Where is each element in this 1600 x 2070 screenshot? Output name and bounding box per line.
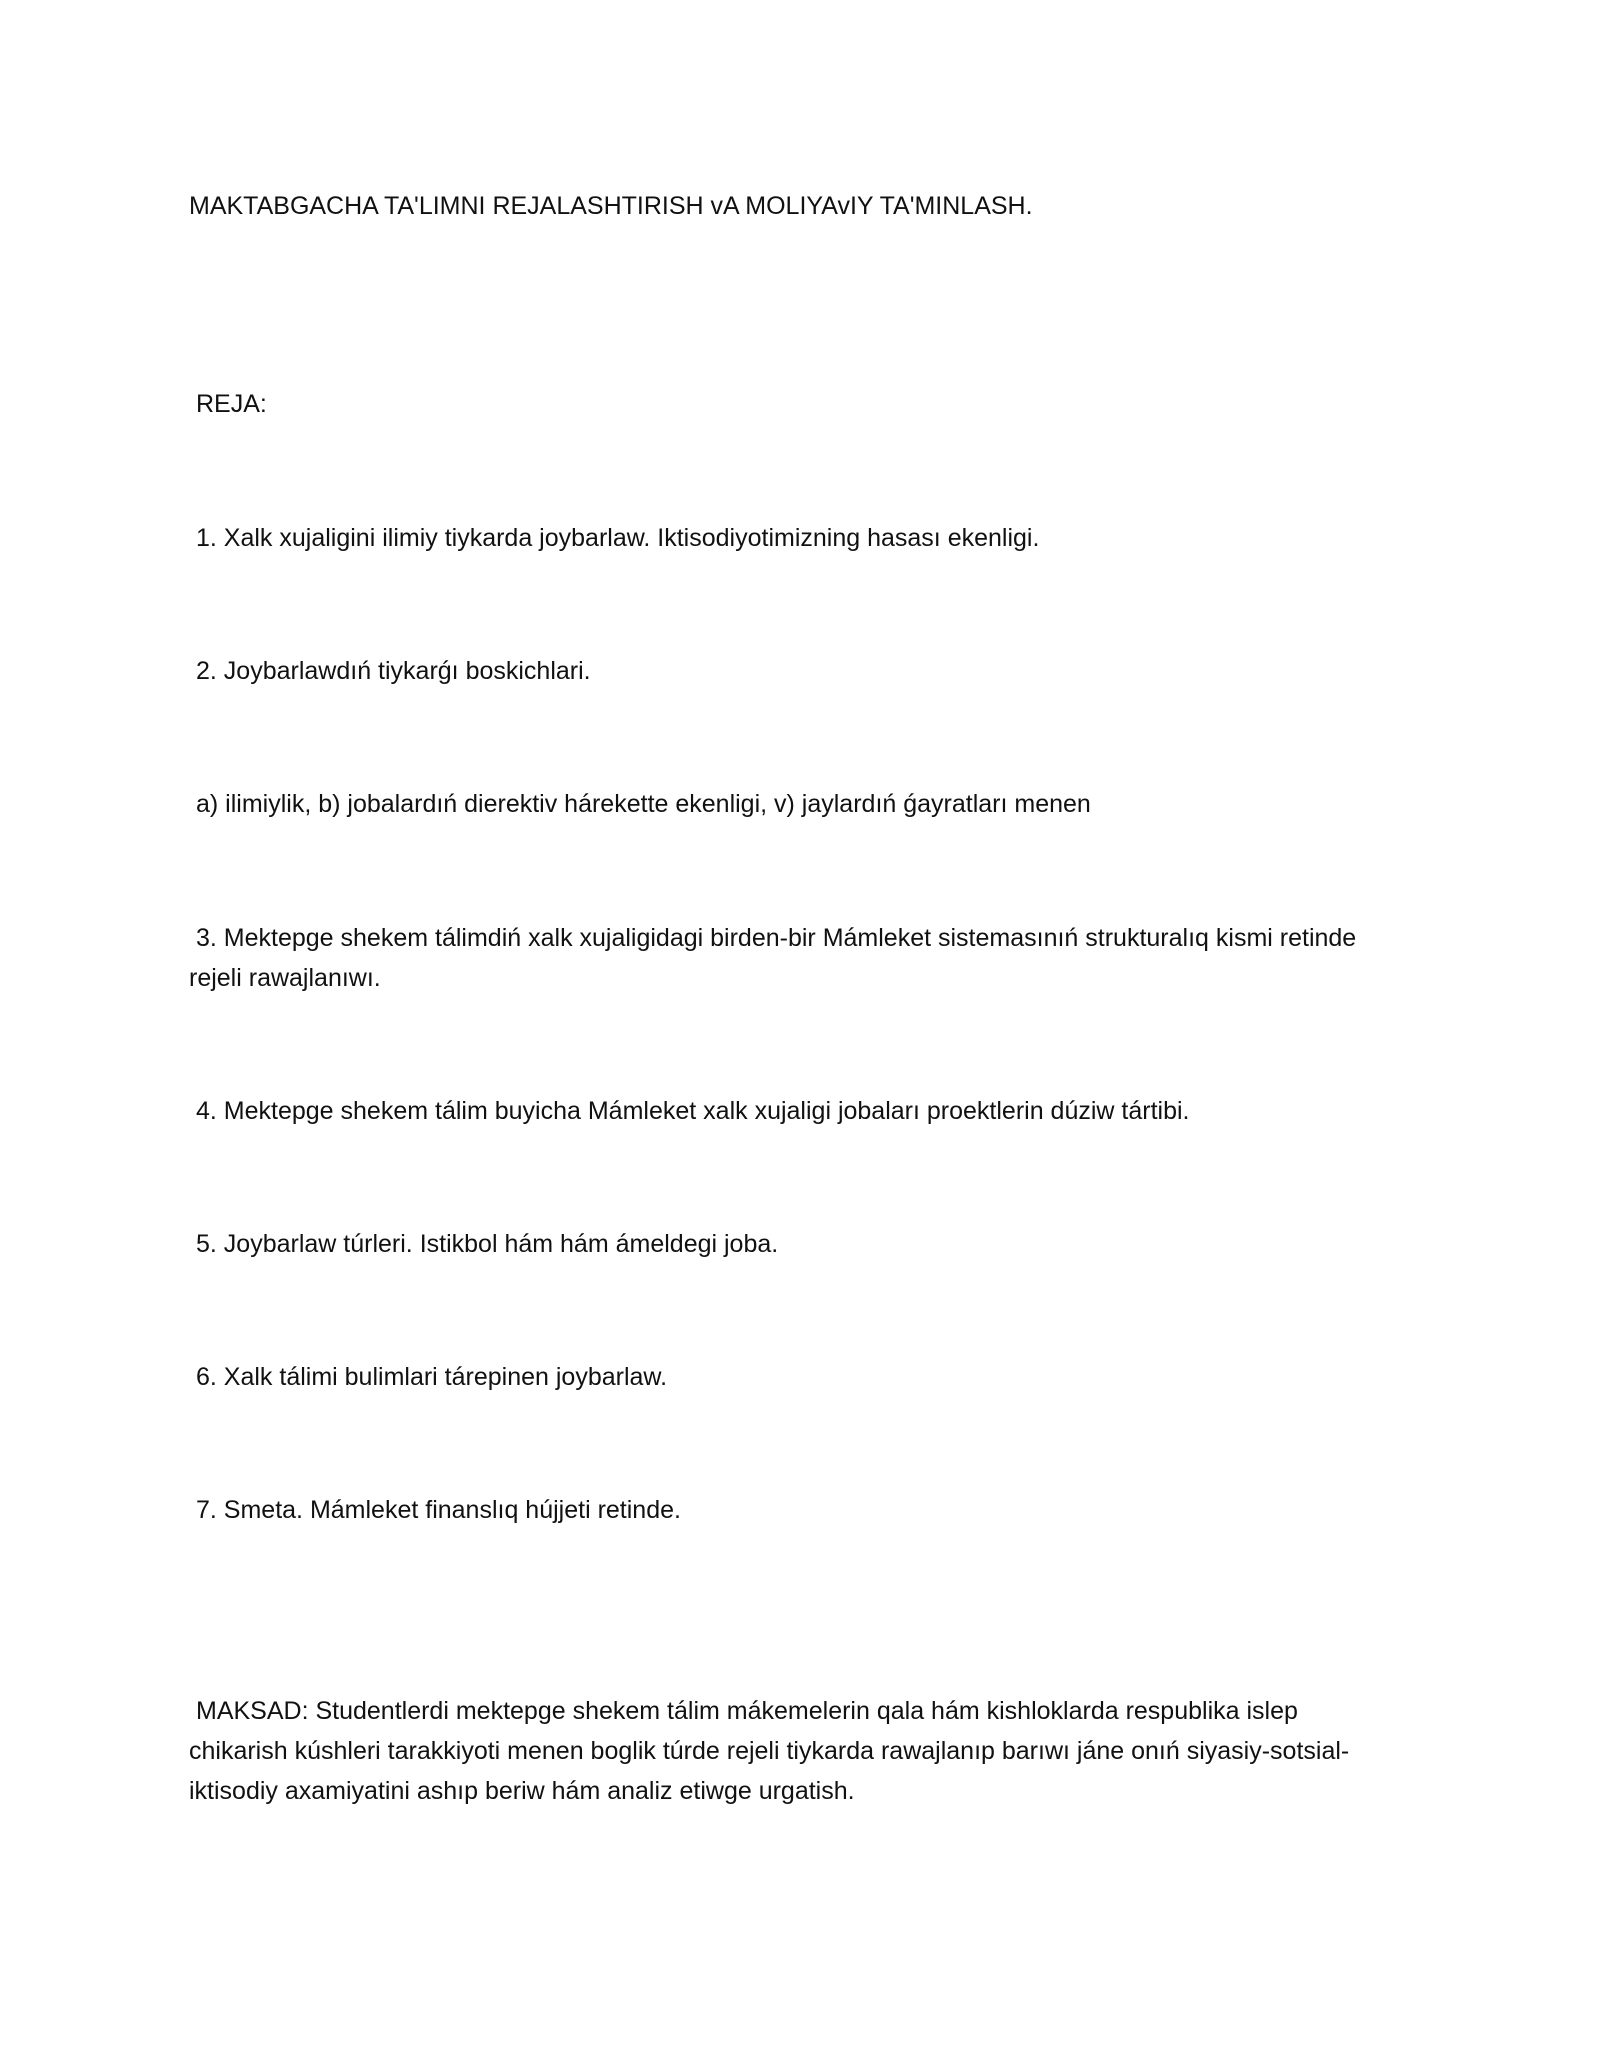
plan-item-3: 3. Mektepge shekem tálimdiń xalk xujaligidagi birden-bir Mámleket sistemasınıń strukturalıq kismi retinde rejeli rawajlanıwı.	[189, 924, 1357, 992]
plan-item-2: 2. Joybarlawdıń tiykarǵı boskichlari.	[196, 657, 591, 685]
plan-heading: REJA:	[196, 390, 267, 418]
plan-item-1: 1. Xalk xujaligini ilimiy tiykarda joybarlaw. Iktisodiyotimizning hasası ekenligi.	[196, 524, 1040, 552]
plan-item-4: 4. Mektepge shekem tálim buyicha Mámleket xalk xujaligi jobaları proektlerin dúziw tártibi.	[196, 1097, 1190, 1125]
document-title: MAKTABGACHA TA'LIMNI REJALASHTIRISH vA MOLIYAvIY TA'MINLASH.	[189, 192, 1033, 220]
plan-item-6: 6. Xalk tálimi bulimlari tárepinen joybarlaw.	[196, 1363, 668, 1391]
goal-paragraph: MAKSAD: Studentlerdi mektepge shekem tálim mákemelerin qala hám kishloklarda respublika islep chikarish kúshleri tarakkiyoti menen boglik túrde rejeli tiykarda rawajlanıp barıwı jáne onıń siyasiy-sotsial-iktisodiy axamiyatini ashıp beriw hám analiz etiwge urgatish.	[189, 1697, 1350, 1805]
plan-subitems: a) ilimiylik, b) jobalardıń dierektiv hárekette ekenligi, v) jaylardıń ǵayratları menen	[196, 790, 1091, 818]
plan-item-5: 5. Joybarlaw túrleri. Istikbol hám hám ámeldegi joba.	[196, 1230, 779, 1258]
plan-item-7: 7. Smeta. Mámleket finanslıq hújjeti retinde.	[196, 1496, 681, 1524]
